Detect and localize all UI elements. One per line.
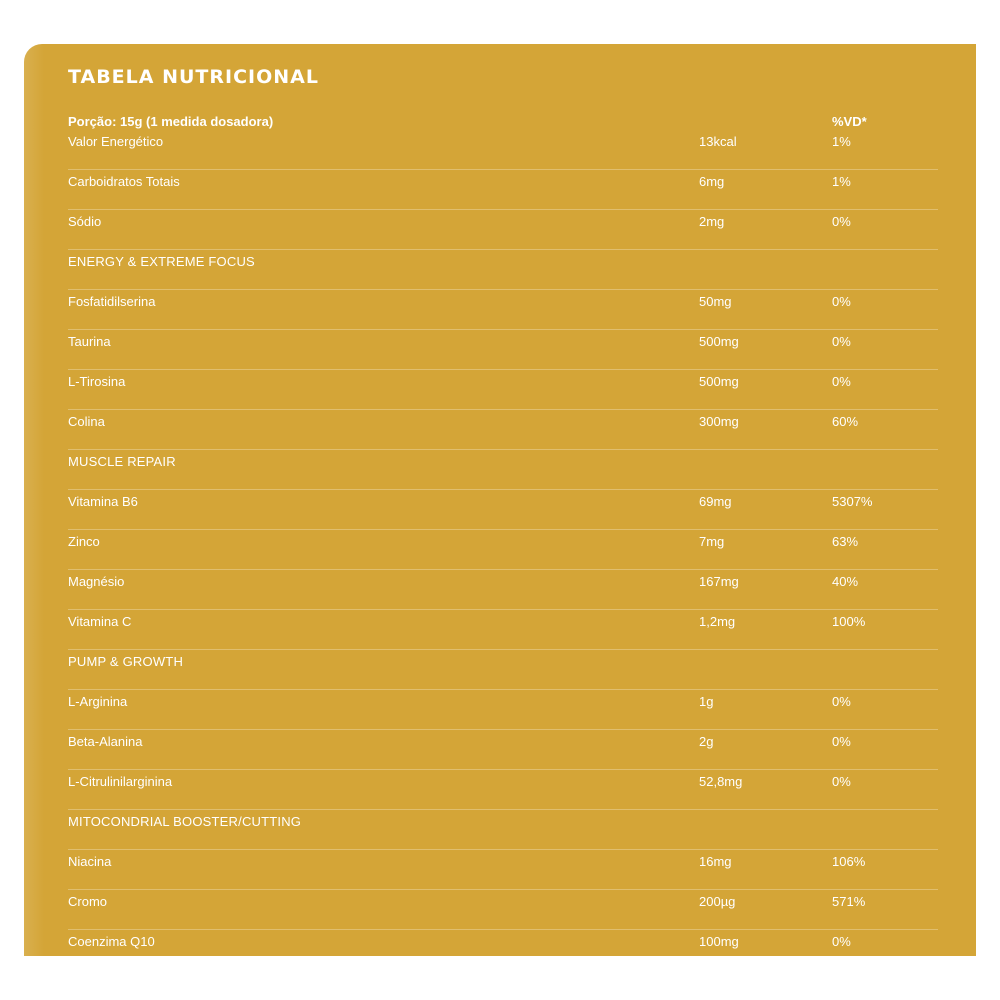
nutrient-vd: 0%	[832, 334, 851, 349]
table-row	[68, 849, 938, 889]
nutrient-vd: 5307%	[832, 494, 873, 509]
nutrient-vd: 0%	[832, 214, 851, 229]
table-row	[68, 369, 938, 409]
nutrient-name: Cromo	[68, 894, 108, 909]
nutrient-vd: 1%	[832, 174, 851, 189]
table-row	[68, 130, 938, 169]
table-row	[68, 689, 938, 729]
nutrient-amount: 69mg	[699, 494, 732, 509]
nutrient-amount: 167mg	[699, 574, 739, 589]
nutrient-name: Vitamina B6	[68, 494, 138, 509]
table-row	[68, 609, 938, 649]
nutrient-amount: 6mg	[699, 174, 725, 189]
nutrient-vd: 106%	[832, 854, 866, 869]
nutrient-vd: 0%	[832, 694, 851, 709]
section-heading: MUSCLE REPAIR	[68, 454, 176, 469]
nutrient-amount: 500mg	[699, 374, 739, 389]
nutrient-name: Zinco	[68, 534, 100, 549]
section-heading-row	[68, 649, 938, 689]
nutrient-vd: 0%	[832, 374, 851, 389]
table-row	[68, 889, 938, 929]
nutrient-vd: 0%	[832, 774, 851, 789]
nutrient-vd: 100%	[832, 614, 866, 629]
nutrient-amount: 7mg	[699, 534, 725, 549]
table-row	[68, 529, 938, 569]
nutrient-vd: 60%	[832, 414, 859, 429]
table-row	[68, 329, 938, 369]
nutrient-amount: 1,2mg	[699, 614, 736, 629]
nutrient-name: Colina	[68, 414, 105, 429]
table-title: TABELA NUTRICIONAL	[68, 66, 319, 88]
nutrient-amount: 500mg	[699, 334, 739, 349]
nutrient-amount: 200µg	[699, 894, 736, 909]
table-row	[68, 569, 938, 609]
portion-label: Porção: 15g (1 medida dosadora)	[68, 114, 274, 129]
nutrient-amount: 52,8mg	[699, 774, 743, 789]
table-row	[68, 489, 938, 529]
section-heading: MITOCONDRIAL BOOSTER/CUTTING	[68, 814, 302, 829]
section-heading-row	[68, 249, 938, 289]
nutrient-vd: 1%	[832, 134, 851, 149]
nutrient-name: Beta-Alanina	[68, 734, 143, 749]
table-row	[68, 289, 938, 329]
nutrient-amount: 2mg	[699, 214, 725, 229]
vd-header: %VD*	[832, 114, 867, 129]
nutrient-name: L-Tirosina	[68, 374, 126, 389]
table-row	[68, 409, 938, 449]
nutrition-table-panel	[24, 44, 976, 956]
nutrient-name: Sódio	[68, 214, 102, 229]
table-header-row	[68, 110, 938, 130]
nutrient-name: Magnésio	[68, 574, 125, 589]
nutrient-name: Fosfatidilserina	[68, 294, 156, 309]
nutrient-amount: 1g	[699, 694, 714, 709]
nutrient-vd: 0%	[832, 934, 851, 949]
nutrient-name: Taurina	[68, 334, 111, 349]
table-row	[68, 929, 938, 956]
nutrient-amount: 16mg	[699, 854, 732, 869]
table-row	[68, 729, 938, 769]
section-heading: PUMP & GROWTH	[68, 654, 184, 669]
table-row	[68, 169, 938, 209]
nutrient-amount: 13kcal	[699, 134, 737, 149]
nutrient-vd: 63%	[832, 534, 859, 549]
nutrient-name: L-Arginina	[68, 694, 128, 709]
nutrient-vd: 40%	[832, 574, 859, 589]
nutrient-amount: 100mg	[699, 934, 739, 949]
nutrient-name: Vitamina C	[68, 614, 132, 629]
nutrient-name: Coenzima Q10	[68, 934, 155, 949]
section-heading-row	[68, 809, 938, 849]
section-heading: ENERGY & EXTREME FOCUS	[68, 254, 255, 269]
nutrient-vd: 0%	[832, 294, 851, 309]
nutrient-vd: 571%	[832, 894, 866, 909]
section-heading-row	[68, 449, 938, 489]
nutrition-table	[68, 110, 938, 956]
nutrient-name: Carboidratos Totais	[68, 174, 180, 189]
nutrient-name: L-Citrulinilarginina	[68, 774, 173, 789]
nutrient-amount: 2g	[699, 734, 714, 749]
nutrient-vd: 0%	[832, 734, 851, 749]
nutrient-name: Valor Energético	[68, 134, 164, 149]
nutrient-amount: 50mg	[699, 294, 732, 309]
nutrient-amount: 300mg	[699, 414, 739, 429]
nutrient-name: Niacina	[68, 854, 112, 869]
